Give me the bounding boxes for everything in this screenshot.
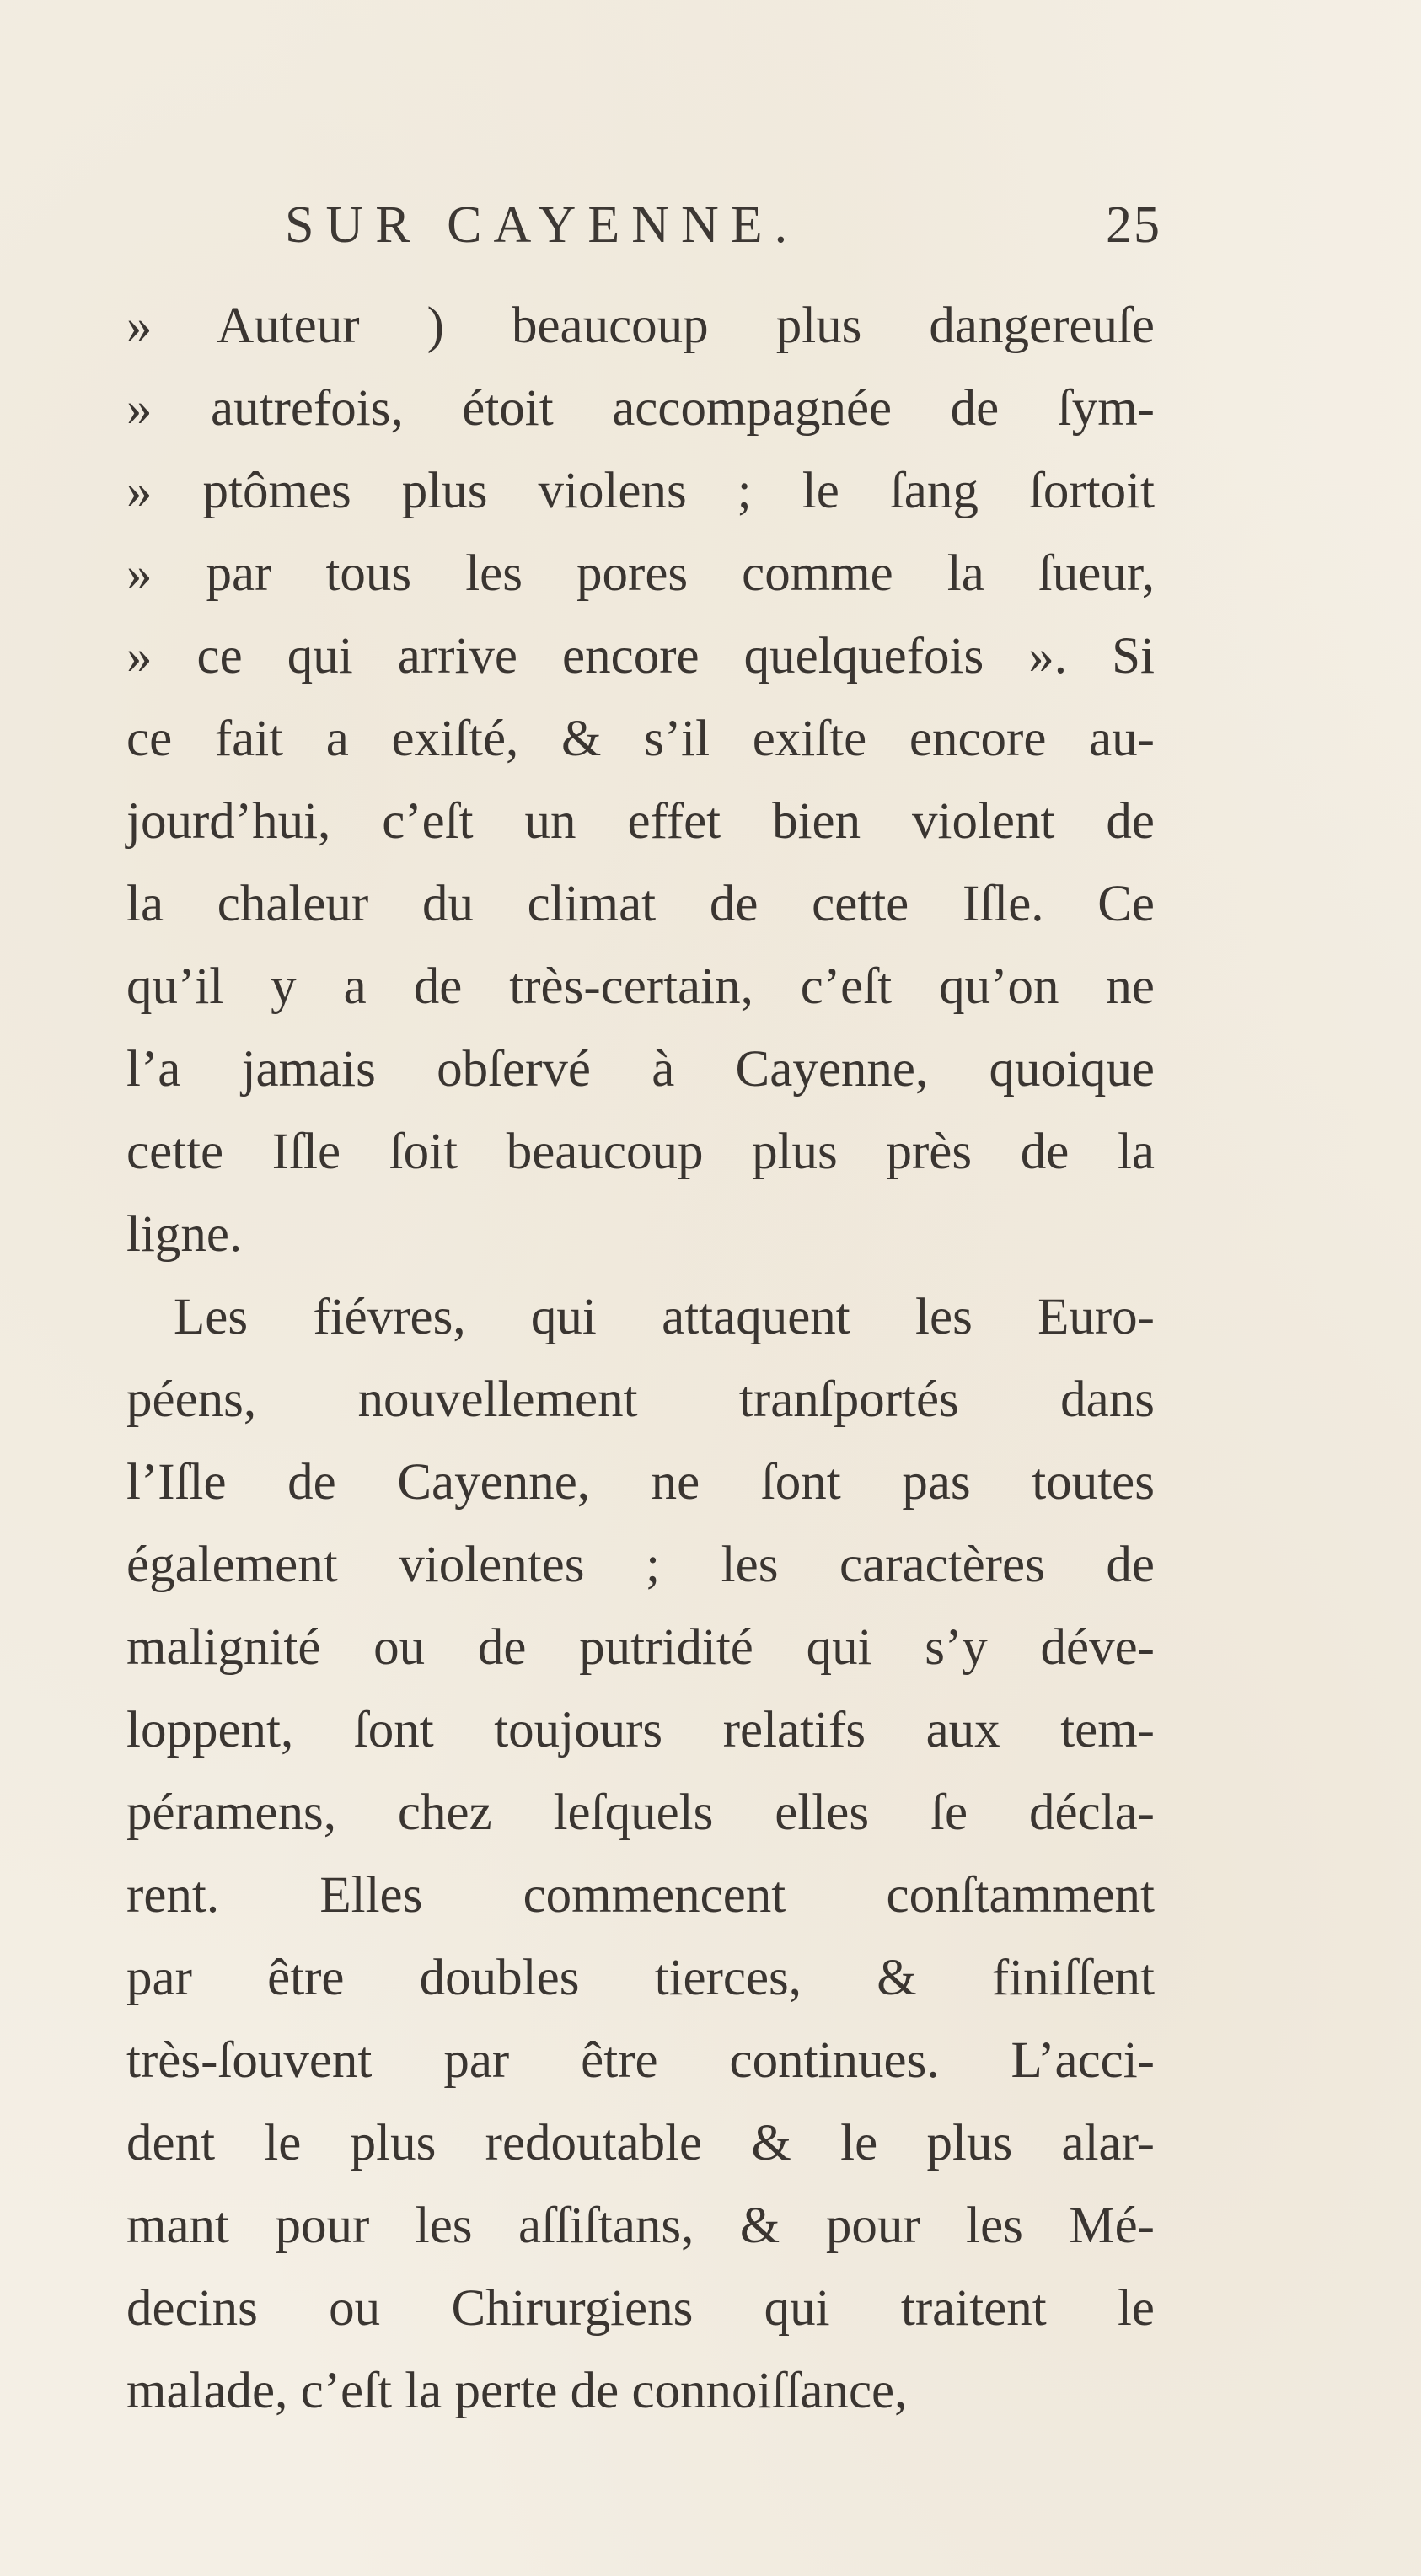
text-line: l’a jamais obſervé à Cayenne, quoique: [126, 1041, 1155, 1097]
text-line: decins ou Chirurgiens qui traitent le: [126, 2280, 1155, 2337]
text-line: qu’il y a de très-certain, c’eſt qu’on ne: [126, 958, 1155, 1015]
running-head: [285, 196, 1161, 263]
text-line: péramens, chez leſquels elles ſe décla-: [126, 1784, 1155, 1841]
text-line: très-ſouvent par être continues. L’acci-: [126, 2032, 1155, 2089]
text-line: » autrefois, étoit accompagnée de ſym-: [126, 380, 1155, 437]
paragraph-2: [126, 1276, 1155, 2433]
text-line: » Auteur ) beaucoup plus dangereuſe: [126, 298, 1155, 354]
text-line: mant pour les aſſiſtans, & pour les Mé-: [126, 2198, 1155, 2254]
text-line: ligne.: [126, 1206, 243, 1263]
text-line: Les fiévres, qui attaquent les Euro-: [174, 1289, 1155, 1345]
text-line: malignité ou de putridité qui s’y déve-: [126, 1619, 1155, 1676]
text-line: dent le plus redoutable & le plus alar-: [126, 2115, 1155, 2171]
text-line: malade, c’eſt la perte de connoiſſance,: [126, 2363, 908, 2419]
text-line: également violentes ; les caractères de: [126, 1537, 1155, 1593]
paragraph-1: [126, 285, 1155, 1276]
text-line: loppent, ſont toujours relatifs aux tem-: [126, 1702, 1155, 1758]
body-text: [126, 285, 1155, 2433]
text-line: par être doubles tierces, & finiſſent: [126, 1950, 1155, 2006]
text-line: » ptômes plus violens ; le ſang ſortoit: [126, 463, 1155, 519]
text-line: cette Iſle ſoit beaucoup plus près de la: [126, 1124, 1155, 1180]
page-number: 25: [1106, 196, 1161, 254]
text-line: » par tous les pores comme la ſueur,: [126, 545, 1155, 602]
text-line: jourd’hui, c’eſt un effet bien violent de: [126, 793, 1155, 850]
text-line: péens, nouvellement tranſportés dans: [126, 1371, 1155, 1428]
text-line: » ce qui arrive encore quelquefois ». Si: [126, 628, 1155, 684]
text-line: la chaleur du climat de cette Iſle. Ce: [126, 876, 1155, 932]
text-line: ce fait a exiſté, & s’il exiſte encore au-: [126, 711, 1155, 767]
text-line: rent. Elles commencent conſtamment: [126, 1867, 1155, 1924]
text-line: l’Iſle de Cayenne, ne ſont pas toutes: [126, 1454, 1155, 1511]
running-head-title: SUR CAYENNE.: [285, 196, 800, 254]
